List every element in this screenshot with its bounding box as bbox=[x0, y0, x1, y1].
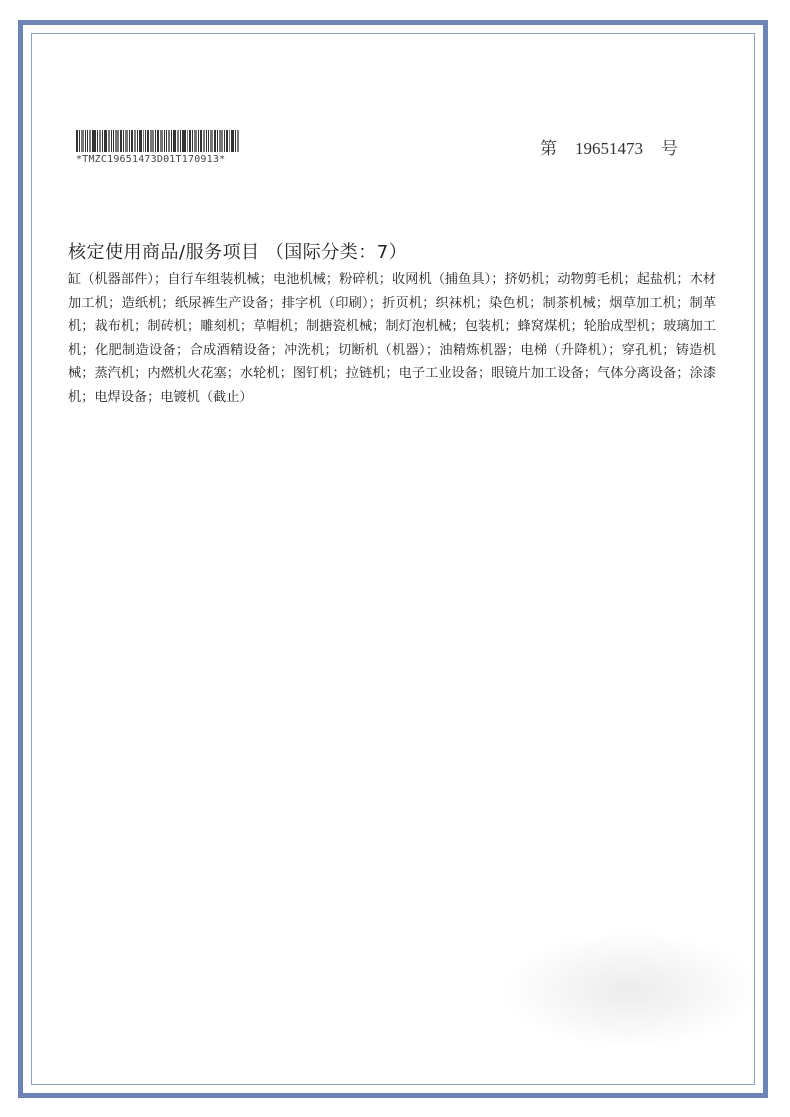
barcode-bar bbox=[143, 130, 144, 152]
barcode-bar bbox=[102, 130, 103, 152]
barcode-bar bbox=[89, 130, 91, 152]
barcode-bar bbox=[231, 130, 234, 152]
barcode-bar bbox=[226, 130, 228, 152]
section-title: 核定使用商品/服务项目 （国际分类：7） bbox=[68, 242, 408, 263]
barcode-text: *TMZC19651473D01T170913* bbox=[76, 154, 226, 165]
registration-number-value: 19651473 bbox=[575, 139, 643, 158]
barcode-bar bbox=[108, 130, 110, 152]
barcode-bar bbox=[203, 130, 205, 152]
barcode-bar bbox=[79, 130, 80, 152]
barcode-bar bbox=[182, 130, 186, 152]
barcode-bar bbox=[214, 130, 216, 152]
barcode-bar bbox=[168, 130, 170, 152]
barcode-bar bbox=[180, 130, 181, 152]
barcode-bar bbox=[92, 130, 96, 152]
registration-number bbox=[540, 134, 678, 159]
barcode-bar bbox=[166, 130, 167, 152]
faded-seal bbox=[500, 930, 760, 1050]
barcode-block bbox=[76, 130, 266, 165]
barcode-bar bbox=[131, 130, 133, 152]
barcode-bar bbox=[113, 130, 114, 152]
barcode-bar bbox=[81, 130, 84, 152]
barcode-bar bbox=[137, 130, 138, 152]
barcode-bar bbox=[192, 130, 193, 152]
barcode-bar bbox=[189, 130, 191, 152]
barcode-bar bbox=[129, 130, 130, 152]
barcode-bar bbox=[194, 130, 197, 152]
barcode-bar bbox=[217, 130, 218, 152]
barcode-bar bbox=[145, 130, 146, 152]
barcode-bar bbox=[164, 130, 165, 152]
barcode-bar bbox=[104, 130, 107, 152]
registration-suffix: 号 bbox=[661, 139, 678, 159]
barcode-bar bbox=[187, 130, 188, 152]
registration-prefix: 第 bbox=[540, 139, 557, 159]
barcode-image bbox=[76, 130, 266, 152]
document-inner-border bbox=[31, 33, 755, 1085]
barcode-bar bbox=[219, 130, 223, 152]
barcode-bar bbox=[224, 130, 225, 152]
barcode-bar bbox=[173, 130, 176, 152]
barcode-bar bbox=[235, 130, 236, 152]
barcode-bar bbox=[85, 130, 86, 152]
barcode-bar bbox=[155, 130, 156, 152]
barcode-bar bbox=[177, 130, 179, 152]
barcode-bar bbox=[111, 130, 112, 152]
barcode-bar bbox=[123, 130, 124, 152]
barcode-bar bbox=[200, 130, 202, 152]
barcode-bar bbox=[87, 130, 88, 152]
barcode-bar bbox=[229, 130, 230, 152]
barcode-bar bbox=[99, 130, 101, 152]
barcode-bar bbox=[237, 130, 239, 152]
barcode-bar bbox=[134, 130, 136, 152]
barcode-bar bbox=[198, 130, 199, 152]
barcode-bar bbox=[208, 130, 209, 152]
barcode-bar bbox=[147, 130, 149, 152]
goods-list: 缸（机器部件）；自行车组装机械；电池机械；粉碎机；收网机（捕鱼具）；挤奶机；动物剪毛机；起盐机；木材加工机；造纸机；纸尿裤生产设备；排字机（印刷）；折页机；织袜机；染色机；制茶机械；烟草加工机；制革机；裁布机；制砖机；雕刻机；草帽机；制搪瓷机械；制灯泡机械；包装机；蜂窝煤机；轮胎成型机；玻璃加工机；化肥制造设备；合成酒精设备；冲洗机；切断机（机器）；油精炼机器；电梯（升降机）；穿孔机；铸造机械；蒸汽机；内燃机火花塞；水轮机；图钉机；拉链机；电子工业设备；眼镜片加工设备；气体分离设备；涂漆机；电焊设备；电镀机（截止） bbox=[68, 272, 716, 405]
barcode-bar bbox=[206, 130, 207, 152]
barcode-bar bbox=[125, 130, 128, 152]
barcode-bar bbox=[115, 130, 119, 152]
barcode-bar bbox=[150, 130, 154, 152]
barcode-bar bbox=[76, 130, 78, 152]
barcode-bar bbox=[157, 130, 159, 152]
barcode-bar bbox=[139, 130, 142, 152]
barcode-bar bbox=[160, 130, 163, 152]
barcode-bar bbox=[171, 130, 172, 152]
barcode-bar bbox=[210, 130, 213, 152]
barcode-bar bbox=[120, 130, 122, 152]
barcode-bar bbox=[97, 130, 98, 152]
